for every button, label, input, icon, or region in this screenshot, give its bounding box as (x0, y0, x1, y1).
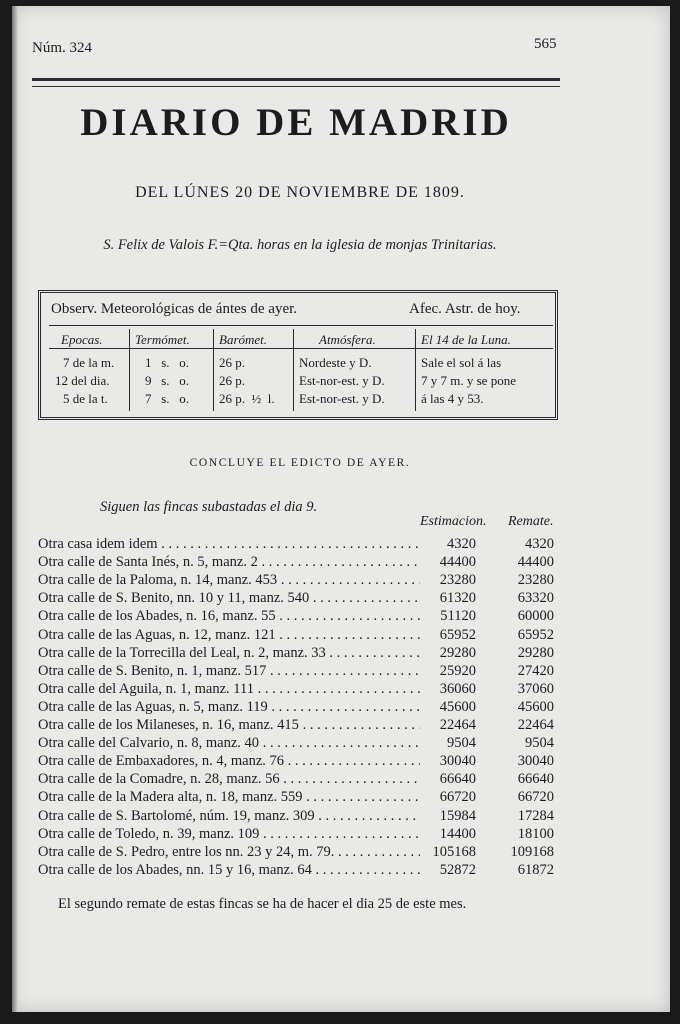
property-description: Otra calle de la Comadre, n. 28, manz. 56 . . . (38, 771, 420, 788)
remate-value: 66720 (517, 789, 554, 806)
property-description: Otra calle de los Abades, nn. 15 y 16, manz. 64 . . . (38, 862, 420, 879)
estimacion-value: 23280 (439, 572, 476, 589)
property-description: Otra calle de la Torrecilla del Leal, n. 2, manz. 33 . . . (38, 645, 420, 662)
footer-note: El segundo remate de estas fincas se ha de hacer el dia 25 de este mes. (58, 896, 467, 912)
property-description: Otra calle de los Abades, n. 16, manz. 55 . . . (38, 608, 420, 625)
table-row (38, 572, 568, 589)
table-row (38, 627, 568, 644)
estimacion-value: 45600 (439, 698, 476, 715)
meteo-atmosfera: Est-nor-est. y D. (299, 373, 385, 388)
property-description: Otra calle de S. Benito, n. 1, manz. 517 . . . (38, 663, 420, 680)
remate-value: 23280 (517, 572, 554, 589)
subheading: Siguen las fincas subastadas el dia 9. (100, 499, 318, 515)
remate-value: 37060 (517, 680, 554, 697)
meteo-divider (129, 329, 130, 411)
table-row (38, 608, 568, 625)
estimacion-value: 30040 (439, 753, 476, 770)
remate-value: 45600 (517, 698, 554, 715)
estimacion-value: 36060 (439, 680, 476, 697)
estimacion-value: 105168 (432, 843, 476, 860)
table-row (38, 844, 568, 861)
top-rule-thick (32, 78, 560, 81)
top-rule-thin (32, 86, 560, 87)
table-row (38, 645, 568, 662)
property-description: Otra calle de las Aguas, n. 12, manz. 121 . . . (38, 627, 420, 644)
meteo-epoca: 12 del dia. (55, 373, 110, 388)
property-description: Otra calle de S. Pedro, entre los nn. 23 y 24, m. 79. . . . (38, 844, 420, 861)
meteo-col-termometro: Termómet. (135, 332, 190, 347)
table-row (38, 717, 568, 734)
meteo-atmosfera: Est-nor-est. y D. (299, 391, 385, 406)
property-description: Otra calle de S. Benito, nn. 10 y 11, manz. 540 . . . (38, 590, 420, 607)
property-description: Otra calle de Toledo, n. 39, manz. 109 . . . (38, 826, 420, 843)
property-description: Otra calle de la Madera alta, n. 18, manz. 559 . . . (38, 789, 420, 806)
estimacion-value: 25920 (439, 662, 476, 679)
table-row (38, 554, 568, 571)
table-row (38, 681, 568, 698)
property-description: Otra calle del Calvario, n. 8, manz. 40 . . . (38, 735, 420, 752)
meteo-col-epocas: Epocas. (61, 332, 103, 347)
masthead-title: DIARIO DE MADRID (80, 101, 512, 144)
table-row (38, 699, 568, 716)
remate-value: 66640 (517, 771, 554, 788)
meteo-header-rule (49, 325, 553, 326)
estimacion-value: 14400 (439, 825, 476, 842)
estimacion-value: 51120 (440, 608, 476, 625)
meteo-col-luna: El 14 de la Luna. (421, 332, 511, 347)
table-row (38, 862, 568, 879)
col-header-estimacion: Estimacion. (420, 514, 487, 529)
meteo-atmosfera: Nordeste y D. (299, 355, 372, 370)
meteo-luna-line: Sale el sol á las (421, 355, 502, 370)
meteo-col-barometro: Barómet. (219, 332, 268, 347)
estimacion-value: 29280 (439, 644, 476, 661)
table-row (38, 590, 568, 607)
remate-value: 22464 (517, 717, 554, 733)
meteo-luna-line: á las 4 y 53. (421, 391, 484, 406)
estimacion-value: 61320 (439, 590, 476, 607)
table-row (38, 771, 568, 788)
property-description: Otra calle de Embaxadores, n. 4, manz. 76 . . . (38, 753, 420, 770)
property-description: Otra calle de la Paloma, n. 14, manz. 453 . . . (38, 572, 420, 589)
remate-value: 29280 (517, 644, 554, 661)
meteo-epoca: 7 de la m. (63, 355, 115, 370)
issue-number: Núm. 324 (32, 40, 92, 56)
estimacion-value: 44400 (439, 554, 476, 571)
property-description: Otra calle de los Milaneses, n. 16, manz. 415 . . . (38, 717, 420, 734)
meteo-barometro: 26 p. ½ l. (219, 391, 275, 406)
property-description: Otra casa idem idem . . . (38, 536, 420, 553)
table-row (38, 753, 568, 770)
estimacion-value: 52872 (439, 861, 476, 878)
remate-value: 30040 (517, 753, 554, 770)
page-spine-shadow (12, 6, 18, 1012)
meteo-col-atmosfera: Atmósfera. (319, 332, 376, 347)
estimacion-value: 9504 (447, 735, 476, 752)
remate-value: 61872 (517, 861, 554, 878)
estimacion-value: 65952 (439, 626, 476, 643)
table-row (38, 808, 568, 825)
remate-value: 60000 (517, 608, 554, 625)
saint-of-day-line: S. Felix de Valois F.=Qta. horas en la iglesia de monjas Trinitarias. (103, 237, 497, 253)
remate-value: 109168 (510, 843, 554, 860)
meteo-epoca: 5 de la t. (63, 391, 108, 406)
meteo-title-right: Afec. Astr. de hoy. (409, 301, 521, 317)
meteo-termometro: 9 s. o. (145, 373, 190, 388)
meteo-termometro: 7 s. o. (145, 391, 190, 406)
property-description: Otra calle del Aguila, n. 1, manz. 111 . . . (38, 681, 420, 698)
estimacion-value: 66720 (439, 789, 476, 806)
table-row (38, 826, 568, 843)
table-row (38, 735, 568, 752)
table-row (38, 536, 568, 553)
dateline: DEL LÚNES 20 DE NOVIEMBRE DE 1809. (135, 184, 465, 201)
remate-value: 44400 (517, 554, 554, 571)
meteo-barometro: 26 p. (219, 373, 245, 388)
remate-value: 63320 (517, 590, 554, 607)
meteo-divider (293, 329, 294, 411)
meteo-divider (213, 329, 214, 411)
remate-value: 4320 (525, 536, 554, 552)
remate-value: 27420 (517, 662, 554, 679)
property-description: Otra calle de las Aguas, n. 5, manz. 119 . . . (38, 699, 420, 716)
estimacion-value: 22464 (439, 717, 476, 733)
remate-value: 9504 (525, 735, 554, 752)
estimacion-value: 66640 (439, 771, 476, 788)
property-description: Otra calle de Santa Inés, n. 5, manz. 2 . . . (38, 554, 420, 571)
meteorological-table (38, 290, 558, 420)
remate-value: 65952 (517, 626, 554, 643)
table-row (38, 789, 568, 806)
meteo-termometro: 1 s. o. (145, 355, 190, 370)
table-row (38, 663, 568, 680)
meteo-luna-line: 7 y 7 m. y se pone (421, 373, 516, 388)
meteo-divider (415, 329, 416, 411)
page-number: 565 (534, 36, 557, 52)
property-description: Otra calle de S. Bartolomé, núm. 19, manz. 309 . . . (38, 808, 420, 825)
estimacion-value: 15984 (439, 807, 476, 824)
section-heading: CONCLUYE EL EDICTO DE AYER. (189, 457, 411, 469)
estimacion-value: 4320 (447, 536, 476, 552)
meteo-title-left: Observ. Meteorológicas de ántes de ayer. (51, 301, 298, 317)
remate-value: 18100 (517, 825, 554, 842)
meteo-barometro: 26 p. (219, 355, 245, 370)
col-header-remate: Remate. (508, 514, 554, 529)
remate-value: 17284 (517, 807, 554, 824)
meteo-column-rule (49, 348, 553, 349)
